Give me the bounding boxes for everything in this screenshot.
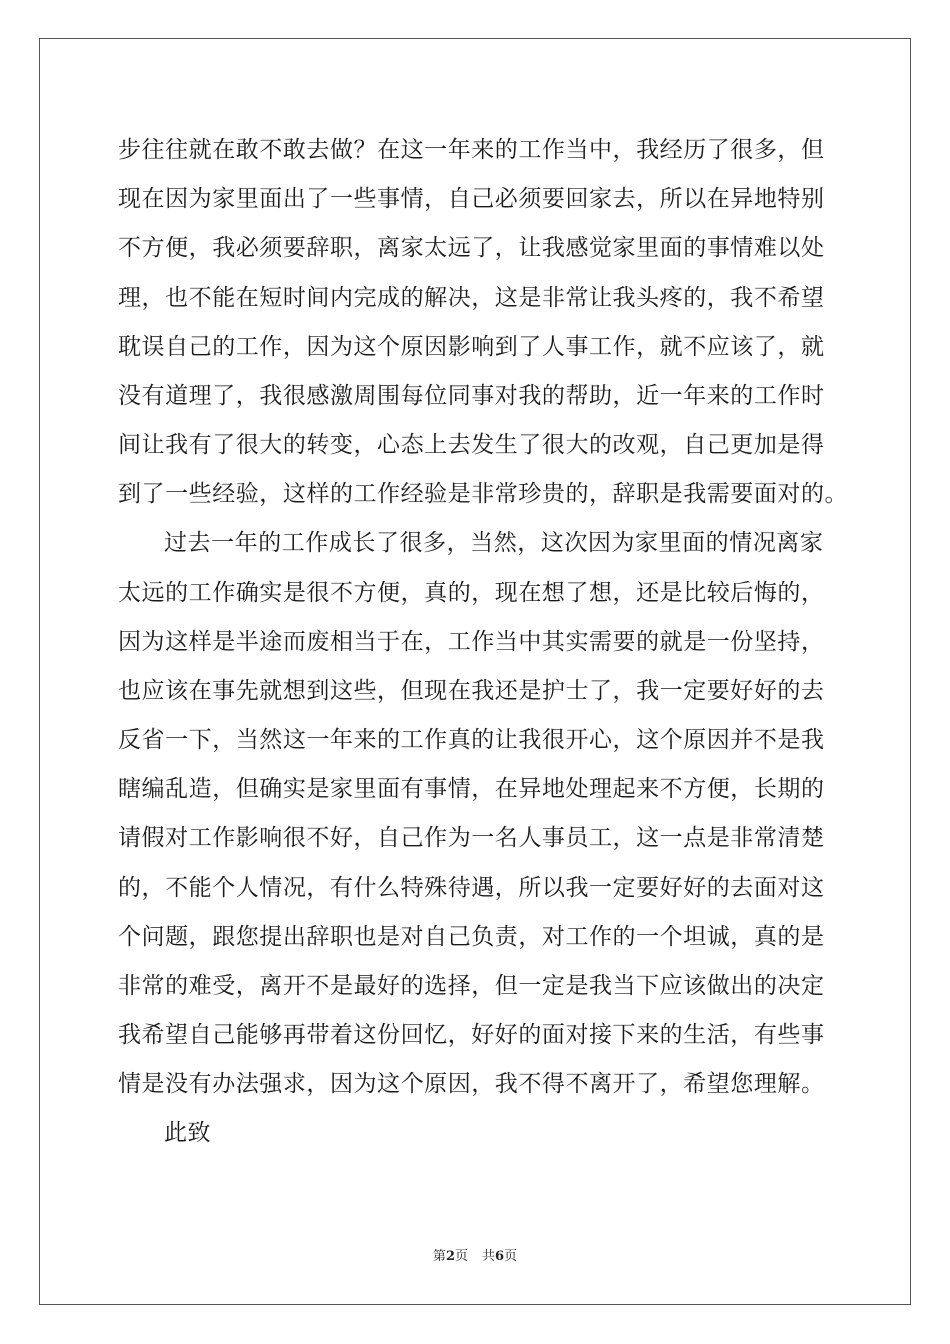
footer-total-prefix: 共 — [482, 1249, 496, 1264]
footer-total-pages: 6 — [495, 1249, 505, 1264]
footer-page-suffix: 页 — [454, 1249, 468, 1264]
text-line-7: 间让我有了很大的转变，心态上去发生了很大的改观，自己更加是得 — [118, 432, 825, 458]
text-line-1: 步往往就在敢不敢去做？在这一年来的工作当中，我经历了很多，但 — [118, 137, 825, 163]
footer-current-page: 2 — [445, 1249, 455, 1264]
text-line-8: 到了一些经验，这样的工作经验是非常珍贵的，辞职是我需要面对的。 — [118, 481, 849, 507]
text-line-5: 耽误自己的工作，因为这个原因影响到了人事工作，就不应该了，就 — [118, 334, 825, 360]
text-line-18: 非常的难受，离开不是最好的选择，但一定是我当下应该做出的决定 — [118, 973, 825, 999]
text-line-4: 理，也不能在短时间内完成的解决，这是非常让我头疼的，我不希望 — [118, 285, 825, 311]
text-line-9: 过去一年的工作成长了很多，当然，这次因为家里面的情况离家 — [164, 530, 824, 556]
text-line-17: 个问题，跟您提出辞职也是对自己负责，对工作的一个坦诚，真的是 — [118, 924, 825, 950]
text-line-15: 请假对工作影响很不好，自己作为一名人事员工，这一点是非常清楚 — [118, 825, 825, 851]
page-footer — [0, 1249, 950, 1265]
footer-total-suffix: 页 — [504, 1249, 518, 1264]
text-line-13: 反省一下，当然这一年来的工作真的让我很开心，这个原因并不是我 — [118, 727, 825, 753]
text-line-2: 现在因为家里面出了一些事情，自己必须要回家去，所以在异地特别 — [118, 186, 825, 212]
page-frame — [39, 38, 911, 1305]
text-line-14: 瞎编乱造，但确实是家里面有事情，在异地处理起来不方便，长期的 — [118, 776, 825, 802]
text-line-19: 我希望自己能够再带着这份回忆，好好的面对接下来的生活，有些事 — [118, 1022, 825, 1048]
text-line-12: 也应该在事先就想到这些，但现在我还是护士了，我一定要好好的去 — [118, 678, 825, 704]
text-line-10: 太远的工作确实是很不方便，真的，现在想了想，还是比较后悔的， — [118, 580, 825, 606]
footer-page-prefix: 第 — [432, 1249, 446, 1264]
text-line-11: 因为这样是半途而废相当于在，工作当中其实需要的就是一份坚持， — [118, 629, 825, 655]
text-line-3: 不方便，我必须要辞职，离家太远了，让我感觉家里面的事情难以处 — [118, 235, 825, 261]
text-line-20: 情是没有办法强求，因为这个原因，我不得不离开了，希望您理解。 — [118, 1071, 825, 1097]
text-line-6: 没有道理了，我很感激周围每位同事对我的帮助，近一年来的工作时 — [118, 383, 825, 409]
text-line-16: 的，不能个人情况，有什么特殊待遇，所以我一定要好好的去面对这 — [118, 875, 825, 901]
closing-salutation: 此致 — [164, 1120, 212, 1146]
